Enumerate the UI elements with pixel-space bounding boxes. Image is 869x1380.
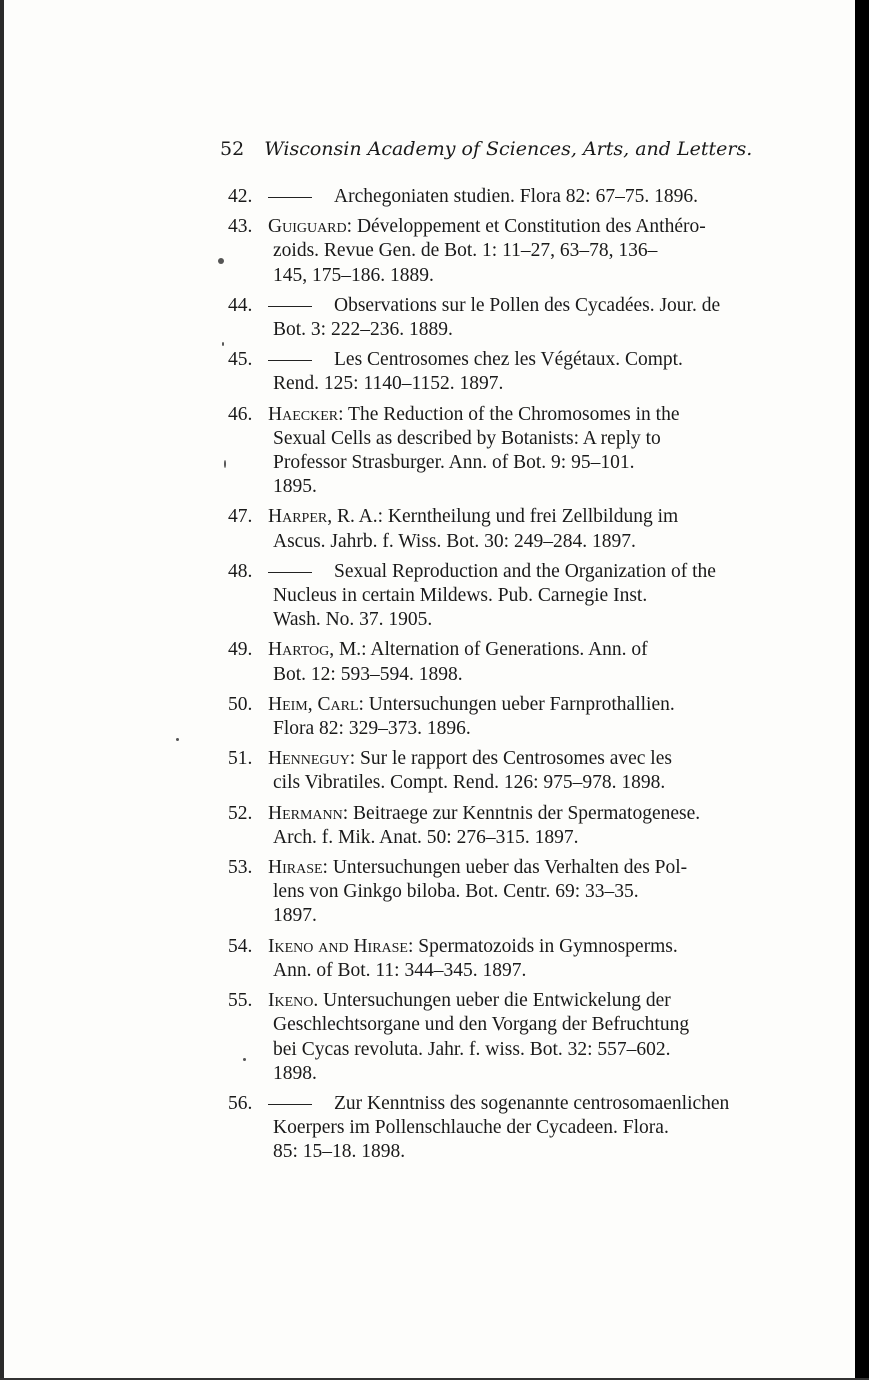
reference-text: Beitraege zur Kenntnis der Spermatogenese. — [353, 802, 701, 824]
reference-entry — [228, 693, 803, 741]
reference-number: 56. — [228, 1092, 253, 1114]
reference-text: The Reduction of the Chromosomes in the — [348, 403, 680, 425]
reference-continuation-line — [228, 1038, 803, 1062]
reference-text: Spermatozoids in Gymnosperms. — [418, 935, 678, 957]
reference-entry — [228, 215, 803, 288]
reference-number: 47. — [228, 506, 253, 528]
reference-entry — [228, 403, 803, 500]
reference-continuation-line — [228, 475, 803, 499]
reference-entry — [228, 747, 803, 795]
page-right-edge — [855, 0, 869, 1380]
reference-text: Flora 82: 329–373. 1896. — [273, 718, 471, 740]
reference-continuation-line — [228, 880, 803, 904]
ditto-dash — [268, 360, 312, 361]
reference-author: Ikeno and Hirase: — [268, 935, 414, 957]
reference-continuation-line — [228, 264, 803, 288]
reference-text: Geschlechtsorgane und den Vorgang der Befruchtung — [273, 1014, 690, 1036]
reference-author: Heim, Carl: — [268, 693, 364, 715]
reference-number: 52. — [228, 802, 253, 824]
reference-first-line — [228, 989, 803, 1013]
reference-number: 49. — [228, 639, 253, 661]
reference-continuation-line — [228, 318, 803, 342]
reference-continuation-line — [228, 717, 803, 741]
reference-text: Observations sur le Pollen des Cycadées. Jour. de — [334, 294, 721, 316]
reference-list — [228, 185, 803, 1171]
reference-continuation-line — [228, 1116, 803, 1140]
reference-text: Zur Kenntniss des sogenannte centrosomaenlichen — [334, 1092, 730, 1114]
running-header — [220, 138, 760, 160]
reference-text: Bot. 12: 593–594. 1898. — [273, 663, 463, 685]
reference-text: 1897. — [273, 905, 317, 927]
reference-entry — [228, 802, 803, 850]
reference-text: 85: 15–18. 1898. — [273, 1141, 406, 1163]
reference-first-line — [228, 802, 803, 826]
reference-continuation-line — [228, 826, 803, 850]
reference-continuation-line — [228, 239, 803, 263]
reference-text: zoids. Revue Gen. de Bot. 1: 11–27, 63–78, 136– — [273, 240, 658, 262]
reference-text: Ascus. Jahrb. f. Wiss. Bot. 30: 249–284. 1897. — [273, 530, 636, 552]
reference-first-line — [228, 638, 803, 662]
reference-text: Développement et Constitution des Anthéro- — [356, 216, 706, 238]
reference-author: Guiguard: — [268, 216, 353, 238]
print-speck — [222, 342, 224, 346]
reference-author: Hartog, M.: — [268, 639, 367, 661]
reference-continuation-line — [228, 451, 803, 475]
reference-first-line — [228, 935, 803, 959]
ditto-dash — [268, 197, 312, 198]
ditto-dash — [268, 1104, 312, 1105]
reference-first-line — [228, 215, 803, 239]
reference-entry — [228, 856, 803, 929]
reference-text: Ann. of Bot. 11: 344–345. 1897. — [273, 959, 527, 981]
reference-continuation-line — [228, 663, 803, 687]
reference-number: 44. — [228, 294, 253, 316]
reference-continuation-line — [228, 1013, 803, 1037]
reference-author: Hermann: — [268, 802, 349, 824]
ditto-dash — [268, 306, 312, 307]
reference-first-line — [228, 560, 803, 584]
reference-text: lens von Ginkgo biloba. Bot. Centr. 69: 33–35. — [273, 881, 639, 903]
reference-entry — [228, 935, 803, 983]
page-number: 52 — [220, 138, 245, 160]
print-speck — [218, 258, 224, 264]
reference-first-line — [228, 294, 803, 318]
reference-first-line — [228, 747, 803, 771]
reference-continuation-line — [228, 372, 803, 396]
reference-continuation-line — [228, 608, 803, 632]
reference-first-line — [228, 505, 803, 529]
reference-text: Les Centrosomes chez les Végétaux. Compt. — [334, 349, 683, 371]
reference-number: 45. — [228, 349, 253, 371]
reference-first-line — [228, 1092, 803, 1116]
print-speck — [224, 460, 226, 468]
reference-entry — [228, 348, 803, 396]
reference-text: Nucleus in certain Mildews. Pub. Carnegie Inst. — [273, 585, 648, 607]
reference-number: 43. — [228, 216, 253, 238]
reference-text: 145, 175–186. 1889. — [273, 264, 434, 286]
reference-entry — [228, 560, 803, 633]
reference-number: 51. — [228, 748, 253, 770]
reference-text: Untersuchungen ueber Farnprothallien. — [368, 693, 675, 715]
reference-text: Rend. 125: 1140–1152. 1897. — [273, 373, 504, 395]
reference-text: Kerntheilung und frei Zellbildung im — [387, 506, 679, 528]
ditto-dash — [268, 572, 312, 573]
reference-text: Untersuchungen ueber die Entwickelung der — [323, 990, 671, 1012]
reference-continuation-line — [228, 904, 803, 928]
reference-entry — [228, 294, 803, 342]
reference-number: 54. — [228, 935, 253, 957]
reference-author: Henneguy: — [268, 748, 356, 770]
reference-continuation-line — [228, 771, 803, 795]
reference-text: Archegoniaten studien. Flora 82: 67–75. 1896. — [334, 186, 698, 207]
reference-text: Arch. f. Mik. Anat. 50: 276–315. 1897. — [273, 826, 579, 848]
reference-entry — [228, 989, 803, 1086]
reference-number: 53. — [228, 857, 253, 879]
running-title: Wisconsin Academy of Sciences, Arts, and Letters. — [264, 138, 753, 160]
reference-text: Alternation of Generations. Ann. of — [370, 639, 648, 661]
reference-continuation-line — [228, 584, 803, 608]
reference-text: Wash. No. 37. 1905. — [273, 609, 433, 631]
reference-first-line — [228, 348, 803, 372]
reference-first-line — [228, 856, 803, 880]
reference-text: Bot. 3: 222–236. 1889. — [273, 319, 453, 341]
reference-first-line — [228, 693, 803, 717]
reference-text: Untersuchungen ueber das Verhalten des Pol- — [332, 857, 688, 879]
reference-text: Koerpers im Pollenschlauche der Cycadeen. Flora. — [273, 1117, 669, 1139]
reference-first-line — [228, 185, 803, 209]
reference-author: Harper, R. A.: — [268, 506, 384, 528]
reference-entry — [228, 638, 803, 686]
reference-text: Professor Strasburger. Ann. of Bot. 9: 95–101. — [273, 452, 635, 474]
reference-continuation-line — [228, 530, 803, 554]
reference-text: 1898. — [273, 1062, 317, 1084]
page-left-edge — [0, 0, 4, 1380]
reference-entry — [228, 185, 803, 209]
print-speck — [176, 738, 179, 741]
reference-author: Ikeno. — [268, 990, 319, 1012]
reference-text: 1895. — [273, 476, 317, 498]
reference-text: Sexual Cells as described by Botanists: A reply to — [273, 427, 661, 449]
reference-first-line — [228, 403, 803, 427]
reference-entry — [228, 1092, 803, 1165]
reference-continuation-line — [228, 1062, 803, 1086]
reference-author: Hirase: — [268, 857, 328, 879]
reference-text: cils Vibratiles. Compt. Rend. 126: 975–978. 1898. — [273, 772, 666, 794]
reference-continuation-line — [228, 959, 803, 983]
reference-number: 46. — [228, 403, 253, 425]
reference-continuation-line — [228, 1140, 803, 1164]
reference-number: 48. — [228, 560, 253, 582]
reference-number: 55. — [228, 990, 253, 1012]
reference-number: 50. — [228, 693, 253, 715]
reference-continuation-line — [228, 427, 803, 451]
reference-text: Sur le rapport des Centrosomes avec les — [360, 748, 672, 770]
reference-entry — [228, 505, 803, 553]
reference-author: Haecker: — [268, 403, 344, 425]
reference-text: bei Cycas revoluta. Jahr. f. wiss. Bot. 32: 557–602. — [273, 1038, 671, 1060]
reference-text: Sexual Reproduction and the Organization of the — [334, 560, 716, 582]
reference-number: 42. — [228, 186, 253, 207]
